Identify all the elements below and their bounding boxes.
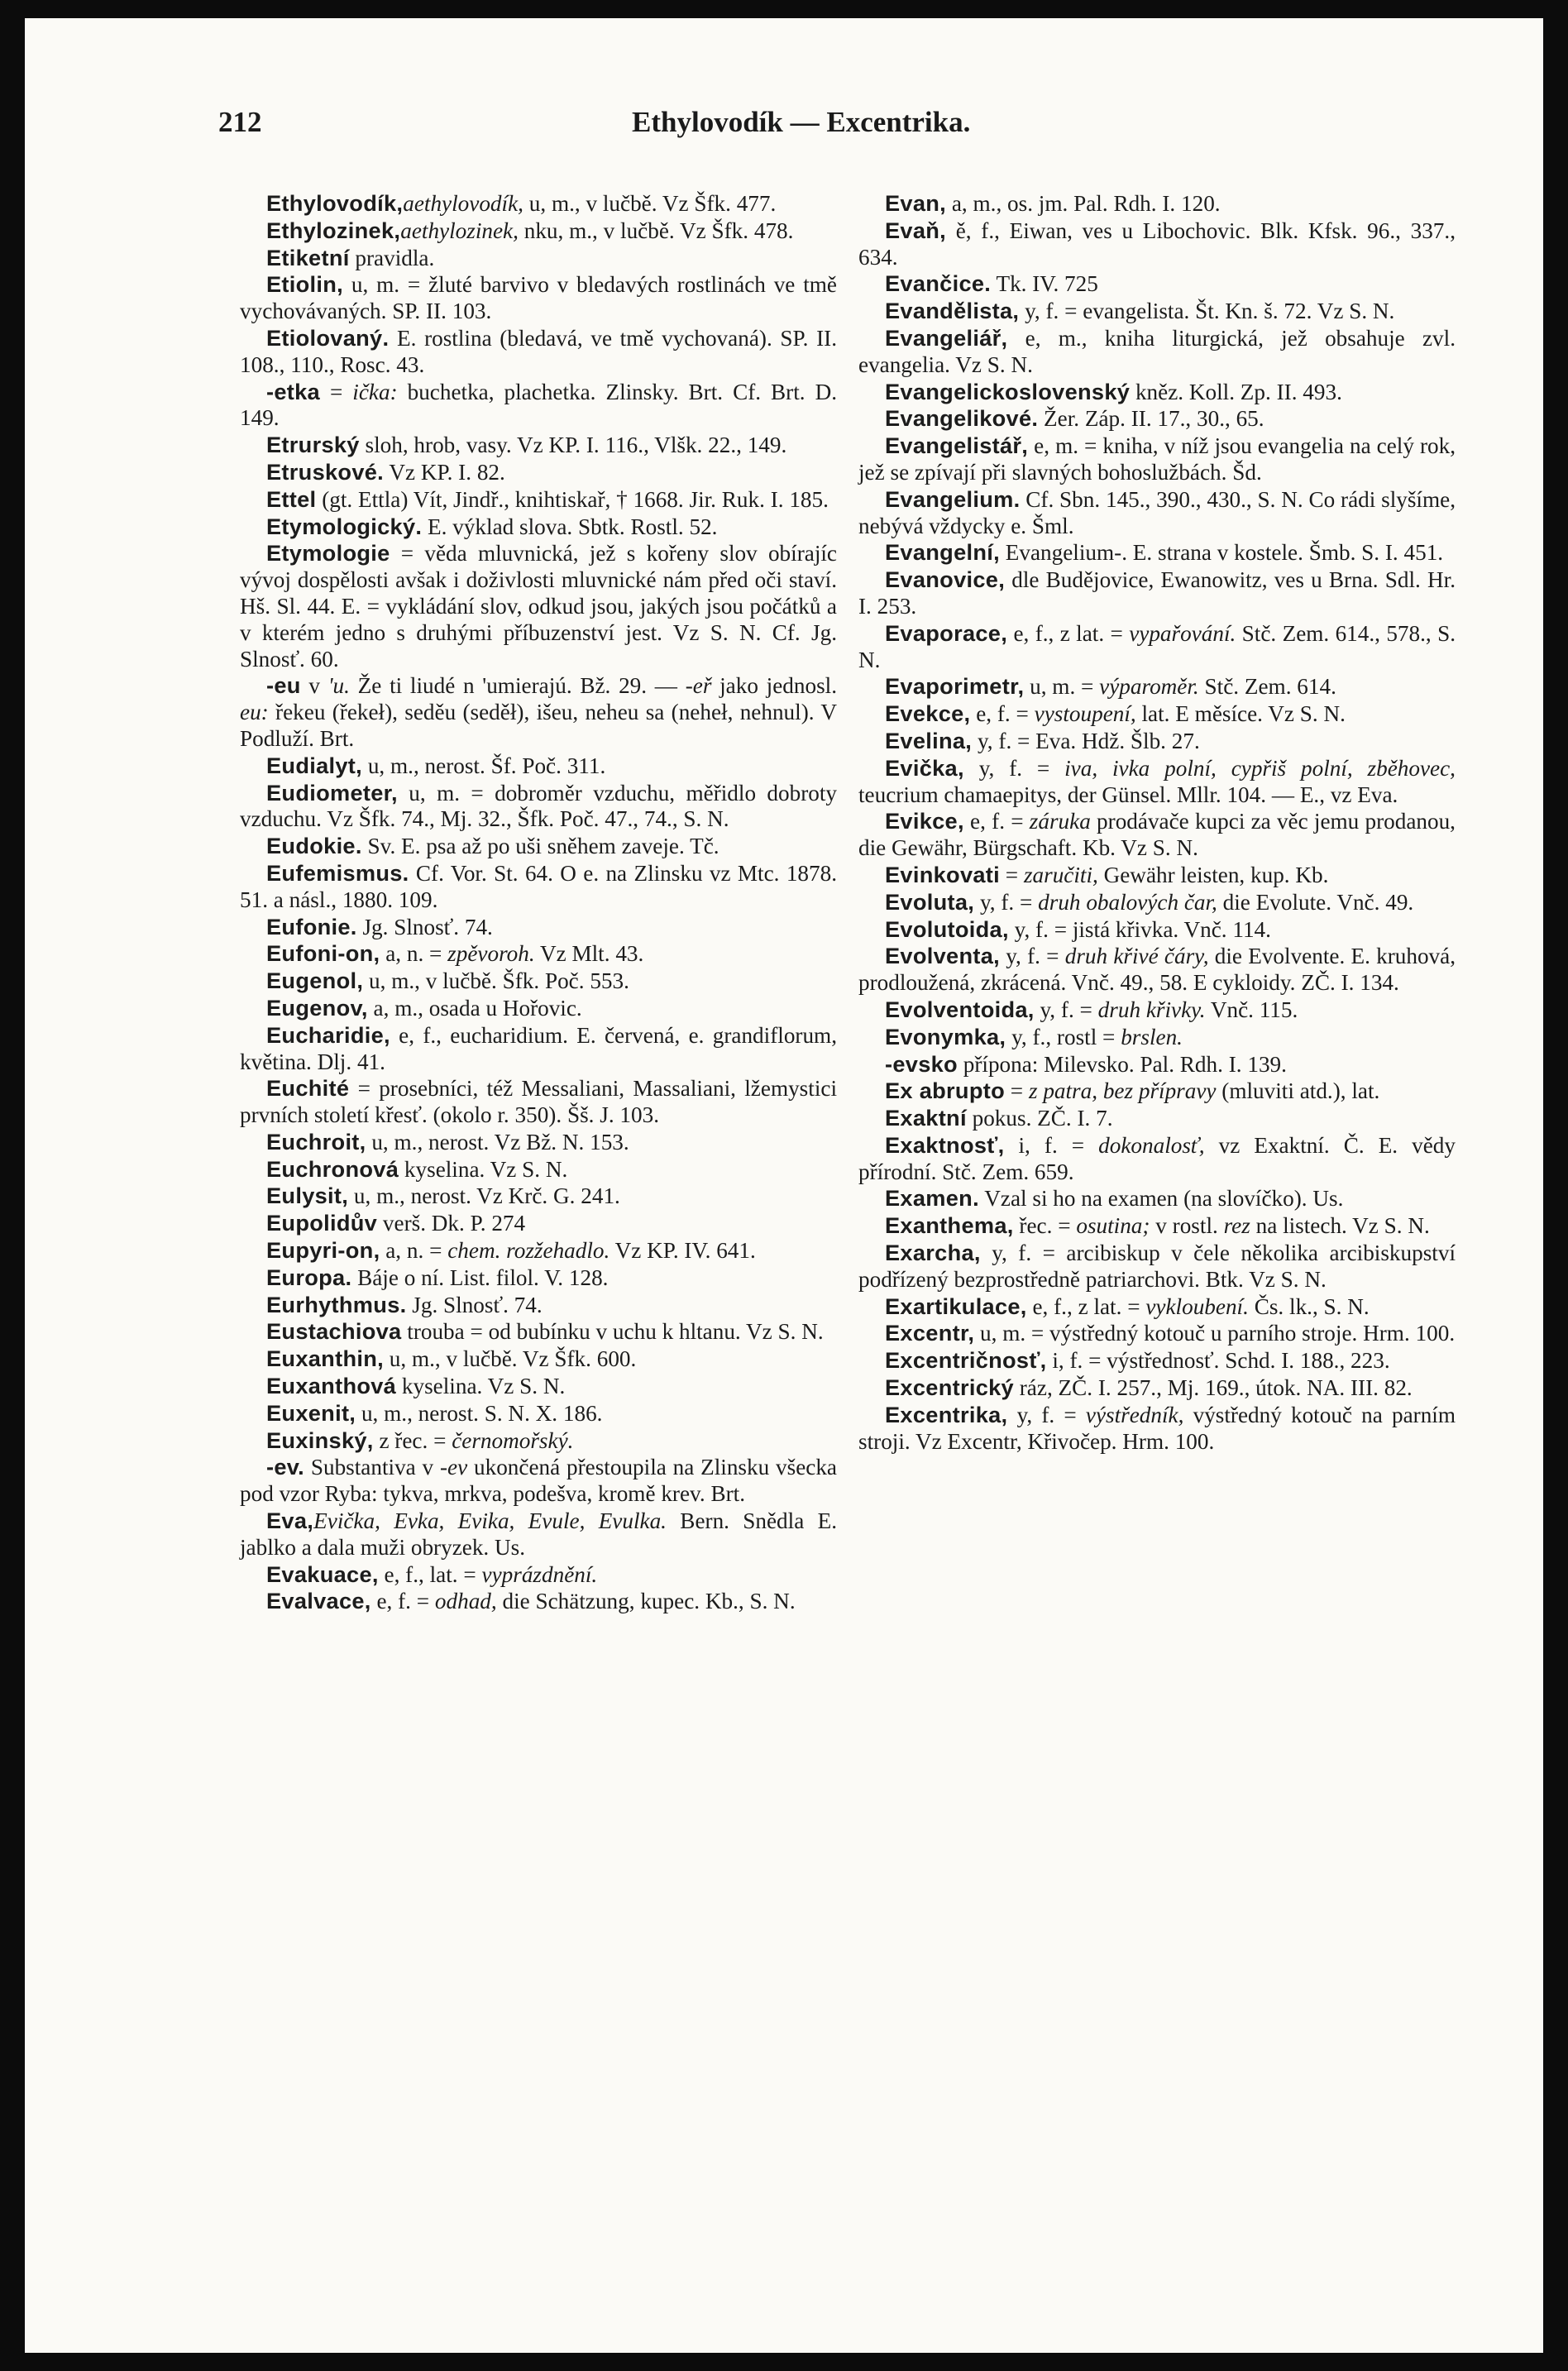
entry-text: Žer. Záp. II. 17., 30., 65.	[1038, 406, 1264, 432]
entry-headword: Evaporimetr,	[885, 673, 1025, 700]
dictionary-entry	[240, 1210, 837, 1237]
entry-headword: Etiolovaný.	[266, 324, 390, 351]
entry-headword: Eufoni-on,	[266, 940, 380, 967]
dictionary-entry	[858, 486, 1456, 540]
entry-headword: Ethylozinek,	[266, 217, 401, 243]
dictionary-entry	[858, 405, 1456, 433]
dictionary-entry	[858, 728, 1456, 755]
entry-headword: Evakuace,	[266, 1561, 379, 1587]
entry-text: Gewähr leisten, kup. Kb.	[1097, 862, 1329, 887]
dictionary-entry	[240, 245, 837, 272]
entry-text: lat. E měsíce. Vz S. N.	[1135, 701, 1346, 727]
entry-text: y, f. = arcibiskup v čele několika arcibiskupství podřízený bezprostředně patriarchovi. Btk. Vz S. N.	[858, 1240, 1456, 1292]
entry-text: e, m., kniha liturgická, jež obsahuje zvl. evangelia. Vz S. N.	[858, 325, 1456, 377]
entry-text: e, f. =	[970, 701, 1035, 727]
entry-headword: Evinkovati	[885, 861, 1000, 887]
entry-text: u, m., nerost. Šf. Poč. 311.	[362, 753, 606, 778]
entry-text: Cf. Sbn. 145., 390., 430., S. N. Co rádi slyšíme, nebývá vždycky e. Šml.	[858, 486, 1456, 538]
entry-headword: Evangeliář,	[885, 324, 1008, 351]
entry-text: e, f. =	[963, 809, 1030, 834]
dictionary-entry	[858, 889, 1456, 916]
entry-text: pokus. ZČ. I. 7.	[966, 1106, 1113, 1131]
dictionary-entry	[858, 673, 1456, 700]
dictionary-entry	[240, 379, 837, 433]
entry-text: y, f. =	[1034, 997, 1098, 1022]
entry-text: (gt. Ettla) Vít, Jindř., knihtiskař, † 1668. Jir. Ruk. I. 185.	[316, 486, 829, 512]
entry-text: (mluviti atd.), lat.	[1216, 1078, 1380, 1104]
entry-italic-text: dokonalosť,	[1098, 1132, 1205, 1158]
dictionary-entry	[240, 1183, 837, 1210]
entry-text: kyselina. Vz S. N.	[399, 1156, 568, 1182]
dictionary-entry	[240, 1373, 837, 1400]
entry-italic-text: eu:	[240, 700, 269, 725]
entry-text: Vz KP. I. 82.	[384, 459, 505, 485]
dictionary-entry	[240, 540, 837, 672]
dictionary-entry	[858, 1293, 1456, 1321]
entry-headword: Ettel	[266, 485, 317, 512]
entry-text: e, f., z lat. =	[1007, 620, 1130, 646]
dictionary-entry	[858, 1374, 1456, 1402]
dictionary-entry	[858, 298, 1456, 325]
entry-text: Vzal si ho na examen (na slovíčko). Us.	[978, 1186, 1344, 1212]
dictionary-entry	[240, 486, 837, 514]
entry-italic-text: výparoměr.	[1099, 674, 1199, 700]
entry-text: Báje o ní. List. filol. V. 128.	[351, 1264, 609, 1290]
entry-italic-text: -ev	[439, 1455, 468, 1480]
dictionary-entry	[240, 1318, 837, 1346]
entry-headword: Eurhythmus.	[266, 1291, 407, 1317]
entry-italic-text: ička:	[352, 379, 398, 404]
entry-headword: Eupolidův	[266, 1210, 378, 1236]
entry-headword: -etka	[266, 378, 320, 404]
entry-headword: Evangelickoslovenský	[885, 378, 1131, 404]
entry-text: v	[300, 673, 328, 699]
dictionary-entry	[858, 943, 1456, 997]
dictionary-entry	[240, 1264, 837, 1292]
entry-text: a, m., osada u Hořovic.	[367, 995, 582, 1021]
entry-headword: Eva,	[266, 1508, 314, 1534]
dictionary-entry	[858, 1132, 1456, 1186]
entry-headword: Evonymka,	[885, 1023, 1006, 1049]
dictionary-entry	[858, 1212, 1456, 1240]
entry-headword: Evangelní,	[885, 539, 1000, 566]
entry-text: ukončená přestoupila na Zlinsku všecka pod vzor Ryba: tykva, mrkva, podešva, kromě krev. Brt.	[240, 1455, 837, 1507]
entry-text: výstředný kotouč na parním stroji. Vz Excentr, Křivočep. Hrm. 100.	[858, 1402, 1456, 1454]
entry-text: y, f. = jistá křivka. Vnč. 114.	[1008, 916, 1271, 942]
entry-italic-text: aethylovodík,	[403, 191, 523, 216]
entry-text: a, n. =	[380, 941, 448, 967]
entry-text: a, m., os. jm. Pal. Rdh. I. 120.	[946, 191, 1221, 216]
entry-headword: Excentrika,	[885, 1401, 1008, 1427]
entry-headword: Evaň,	[885, 217, 947, 243]
entry-text: pravidla.	[349, 245, 435, 270]
entry-text: Že ti liudé n 'umierajú. Bž. 29. —	[349, 673, 686, 699]
entry-italic-text: vypařování.	[1129, 620, 1236, 646]
entry-headword: Etymologie	[266, 540, 390, 566]
entry-headword: Examen.	[885, 1185, 979, 1212]
entry-text: e, m. = kniha, v níž jsou evangelia na celý rok, jež se zpívají při slavných bohoslužbách. Šd.	[858, 433, 1456, 485]
entry-italic-text: 'u.	[327, 673, 350, 699]
entry-headword: Excentričnosť,	[885, 1347, 1047, 1374]
entry-text: e, f., eucharidium. E. červená, e. grandiflorum, květina. Dlj. 41.	[240, 1022, 837, 1074]
entry-text: Vz Mlt. 43.	[534, 941, 644, 967]
entry-headword: Eufemismus.	[266, 859, 409, 886]
entry-italic-text: vykloubení.	[1145, 1293, 1249, 1319]
entry-text: u, m. = výstředný kotouč u parního stroje. Hrm. 100.	[974, 1321, 1456, 1346]
entry-text: Vnč. 115.	[1205, 997, 1298, 1022]
dictionary-entry	[858, 1320, 1456, 1347]
entry-text: y, f. =	[963, 755, 1065, 781]
entry-text: y, f. =	[1000, 944, 1065, 969]
entry-text: řec. =	[1013, 1213, 1077, 1239]
entry-headword: Exartikulace,	[885, 1293, 1027, 1319]
dictionary-entry	[240, 190, 837, 218]
entry-headword: Evolutoida,	[885, 915, 1009, 942]
dictionary-entry	[240, 1427, 837, 1455]
entry-headword: Evekce,	[885, 700, 971, 727]
entry-headword: Ethylovodík,	[266, 190, 404, 216]
dictionary-entry	[240, 1129, 837, 1156]
dictionary-entry	[240, 914, 837, 941]
entry-headword: Eudokie.	[266, 833, 362, 859]
entry-text: =	[1005, 1078, 1029, 1104]
entry-headword: Eulysit,	[266, 1183, 349, 1209]
entry-text: Stč. Zem. 614., 578., S. N.	[858, 620, 1456, 672]
entry-italic-text: -eř	[685, 673, 712, 699]
dictionary-entry	[858, 700, 1456, 728]
entry-headword: Ex abrupto	[885, 1078, 1005, 1104]
dictionary-entry	[240, 1588, 837, 1615]
dictionary-entry	[858, 808, 1456, 862]
entry-text: Sv. E. psa až po uši sněhem zaveje. Tč.	[361, 834, 719, 859]
entry-text: buchetka, plachetka. Zlinsky. Brt. Cf. Brt. D. 149.	[240, 379, 837, 431]
entry-headword: Evolventoida,	[885, 996, 1035, 1022]
entry-headword: Excentrický	[885, 1374, 1014, 1401]
entry-italic-text: rez	[1223, 1213, 1250, 1239]
entry-headword: Eustachiova	[266, 1318, 402, 1345]
entry-text: přípona: Milevsko. Pal. Rdh. I. 139.	[957, 1051, 1287, 1077]
right-column	[858, 190, 1456, 1455]
entry-italic-text: záruka	[1029, 809, 1091, 834]
entry-text: die Schätzung, kupec. Kb., S. N.	[496, 1589, 796, 1614]
entry-text: vz Exaktní. Č. E. vědy přírodní. Stč. Zem. 659.	[858, 1132, 1456, 1184]
entry-headword: Evančice.	[885, 270, 992, 297]
dictionary-entry	[858, 379, 1456, 406]
entry-italic-text: chem. rozžehadlo.	[447, 1238, 610, 1264]
entry-text: u, m., nerost. Vz Krč. G. 241.	[348, 1183, 620, 1209]
dictionary-entry	[858, 862, 1456, 889]
entry-italic-text: vyprázdnění.	[481, 1561, 598, 1587]
dictionary-entry	[240, 833, 837, 860]
entry-headword: Exarcha,	[885, 1240, 981, 1266]
entry-text: Jg. Slnosť. 74.	[406, 1292, 543, 1317]
entry-text: prodávače kupci za věc jemu prodanou, die Gewähr, Bürgschaft. Kb. Vz S. N.	[858, 809, 1456, 861]
entry-italic-text: zaručiti,	[1023, 862, 1098, 887]
entry-headword: Eudialyt,	[266, 752, 363, 778]
entry-headword: Evalvace,	[266, 1588, 371, 1614]
entry-headword: Exanthema,	[885, 1212, 1014, 1239]
dictionary-entry	[240, 1561, 837, 1589]
entry-text: v rostl.	[1150, 1213, 1224, 1239]
dictionary-entry	[240, 1346, 837, 1373]
entry-headword: Eufonie.	[266, 913, 357, 939]
entry-text: e, f., lat. =	[378, 1561, 482, 1587]
entry-text: y, f. =	[1007, 1402, 1086, 1427]
entry-text: Stč. Zem. 614.	[1198, 674, 1336, 700]
dictionary-entry	[858, 997, 1456, 1024]
dictionary-entry	[858, 270, 1456, 298]
dictionary-entry	[240, 672, 837, 752]
entry-text: dle Budějovice, Ewanowitz, ves u Brna. Sdl. Hr. I. 253.	[858, 567, 1456, 619]
entry-text: E. výklad slova. Sbtk. Rostl. 52.	[422, 514, 718, 539]
dictionary-entry	[858, 1024, 1456, 1051]
entry-italic-text: osutina;	[1076, 1213, 1150, 1239]
dictionary-entry	[858, 566, 1456, 620]
entry-text: i, f. =	[1004, 1132, 1099, 1158]
dictionary-page	[25, 18, 1543, 2353]
entry-text: trouba = od bubínku v uchu k hltanu. Vz S. N.	[401, 1319, 824, 1345]
entry-headword: Etiketní	[266, 244, 350, 270]
dictionary-entry	[240, 995, 837, 1022]
entry-italic-text: z patra, bez přípravy	[1028, 1078, 1217, 1104]
dictionary-entry	[240, 1400, 837, 1427]
entry-text: Tk. IV. 725	[991, 271, 1098, 297]
dictionary-entry	[858, 218, 1456, 271]
dictionary-entry	[858, 1347, 1456, 1374]
dictionary-entry	[858, 1105, 1456, 1132]
dictionary-entry	[858, 755, 1456, 809]
dictionary-entry	[858, 433, 1456, 486]
dictionary-entry	[240, 1156, 837, 1183]
entry-text: e, f., z lat. =	[1026, 1293, 1146, 1319]
dictionary-entry	[858, 1078, 1456, 1105]
dictionary-entry	[240, 218, 837, 245]
entry-text: řekeu (řekeł), seděu (seděł), išeu, neheu sa (neheł, nehnul). V Podluží. Brt.	[240, 700, 837, 751]
entry-text: =	[319, 379, 353, 404]
entry-italic-text: vystoupení,	[1034, 701, 1136, 727]
dictionary-entry	[858, 1402, 1456, 1456]
dictionary-entry	[858, 620, 1456, 674]
entry-headword: Eudiometer,	[266, 779, 398, 805]
entry-text: Cf. Vor. St. 64. O e. na Zlinsku vz Mtc. 1878. 51. a násl., 1880. 109.	[240, 860, 837, 912]
entry-italic-text: druh obalových čar,	[1038, 889, 1217, 915]
entry-text: ráz, ZČ. I. 257., Mj. 169., útok. NA. III. 82.	[1013, 1375, 1413, 1401]
dictionary-entry	[240, 432, 837, 459]
entry-headword: Europa.	[266, 1264, 352, 1290]
entry-text: u, m. =	[1024, 674, 1100, 700]
entry-headword: Euchité	[266, 1075, 350, 1102]
entry-text: i, f. = výstřednosť. Schd. I. 188., 223.	[1046, 1348, 1390, 1374]
entry-text: ě, f., Eiwan, ves u Libochovic. Blk. Kfsk. 96., 337., 634.	[858, 218, 1456, 270]
entry-italic-text: druh křivé čáry,	[1064, 944, 1209, 969]
dictionary-entry	[240, 1022, 837, 1076]
running-title: Ethylovodík — Excentrika.	[632, 106, 971, 138]
entry-text: kněz. Koll. Zp. II. 493.	[1130, 379, 1342, 404]
entry-headword: Evangelium.	[885, 485, 1021, 512]
entry-text: die Evolvente. E. kruhová, prodloužená, zkrácená. Vnč. 49., 58. E cykloidy. ZČ. I. 134.	[858, 944, 1456, 996]
entry-text: u, m., nerost. Vz Bž. N. 153.	[366, 1129, 629, 1154]
entry-headword: Evanovice,	[885, 566, 1006, 593]
entry-headword: Etymologický.	[266, 513, 423, 539]
entry-headword: Euchronová	[266, 1155, 399, 1182]
dictionary-entry	[240, 1237, 837, 1264]
entry-text: verš. Dk. P. 274	[377, 1211, 526, 1236]
entry-headword: -evsko	[885, 1050, 958, 1077]
entry-text: na listech. Vz S. N.	[1250, 1213, 1430, 1239]
entry-text: Vz KP. IV. 641.	[610, 1238, 756, 1264]
dictionary-entry	[240, 1454, 837, 1508]
entry-italic-text: zpěvoroh.	[447, 941, 535, 967]
dictionary-entry	[858, 1185, 1456, 1212]
entry-text: E. rostlina (bledavá, ve tmě vychovaná). SP. II. 108., 110., Rosc. 43.	[240, 325, 837, 377]
entry-text: Jg. Slnosť. 74.	[356, 914, 493, 939]
entry-headword: Eugenol,	[266, 968, 364, 994]
entry-headword: Evangelikové.	[885, 405, 1039, 432]
entry-headword: Evoluta,	[885, 888, 975, 915]
entry-headword: Euxenit,	[266, 1399, 356, 1426]
dictionary-entry	[240, 459, 837, 486]
entry-text: =	[1000, 862, 1024, 887]
entry-headword: -eu	[266, 672, 301, 699]
dictionary-entry	[858, 325, 1456, 379]
entry-headword: Exaktní	[885, 1105, 967, 1131]
dictionary-entry	[240, 1292, 837, 1319]
entry-headword: Exaktnosť,	[885, 1131, 1005, 1158]
entry-headword: Evandělista,	[885, 298, 1020, 324]
entry-text: z řec. =	[373, 1427, 452, 1453]
entry-headword: Etruskové.	[266, 458, 385, 485]
dictionary-entry	[240, 271, 837, 325]
entry-italic-text: černomořský.	[452, 1427, 574, 1453]
entry-text: u, m., v lučbě. Šfk. Poč. 553.	[363, 968, 629, 994]
dictionary-entry	[240, 1075, 837, 1129]
dictionary-entry	[240, 514, 837, 541]
entry-text: = prosebníci, též Messaliani, Massaliani, lžemystici prvních století křesť. (okolo r. 350). Šš. J. 103.	[240, 1076, 837, 1128]
entry-text: a, n. =	[380, 1238, 448, 1264]
entry-italic-text: iva, ivka polní, cypřiš polní, zběhovec,	[1064, 755, 1456, 781]
entry-text: u, m., v lučbě. Vz Šfk. 600.	[383, 1346, 637, 1372]
entry-text: teucrium chamaepitys, der Günsel. Mllr. 104. — E., vz Eva.	[858, 782, 1398, 807]
left-column	[240, 190, 837, 1615]
entry-text: u, m., nerost. S. N. X. 186.	[356, 1400, 603, 1426]
dictionary-entry	[858, 916, 1456, 944]
entry-text: kyselina. Vz S. N.	[396, 1374, 566, 1399]
page-number: 212	[218, 106, 262, 138]
entry-text: die Evolute. Vnč. 49.	[1217, 889, 1414, 915]
dictionary-entry	[240, 753, 837, 780]
entry-italic-text: odhad,	[434, 1589, 497, 1614]
entry-text: = věda mluvnická, jež s kořeny slov obírajíc vývoj dospělosti avšak i doživlosti mluvnické nám před oči staví. Hš. Sl. 44. E. = vykládání slov, odkud jsou, jakých jsou počátků a v kterém jedno s druhými příbuzenství jest. Vz S. N. Cf. Jg. Slnosť. 60.	[240, 541, 837, 672]
entry-headword: Etiolin,	[266, 271, 344, 298]
dictionary-entry	[240, 780, 837, 834]
entry-headword: Evička,	[885, 754, 964, 781]
entry-text: jako jednosl.	[711, 673, 837, 699]
dictionary-entry	[240, 940, 837, 968]
entry-text: Čs. lk., S. N.	[1248, 1293, 1370, 1319]
entry-text: sloh, hrob, vasy. Vz KP. I. 116., Vlšk. 22., 149.	[359, 433, 787, 458]
entry-text: y, f. = Eva. Hdž. Šlb. 27.	[972, 728, 1200, 753]
dictionary-entry	[240, 860, 837, 914]
dictionary-entry	[240, 325, 837, 379]
entry-text: Evangelium-. E. strana v kostele. Šmb. S. I. 451.	[999, 540, 1444, 566]
dictionary-entry	[240, 1508, 837, 1561]
entry-text: nku, m., v lučbě. Vz Šfk. 478.	[518, 218, 794, 243]
entry-italic-text: aethylozinek,	[400, 218, 519, 243]
dictionary-entry	[240, 968, 837, 995]
entry-headword: Eugenov,	[266, 994, 368, 1021]
entry-text: Bern. Snědla E. jablko a dala muži obryzek. Us.	[240, 1508, 838, 1560]
entry-headword: Evelina,	[885, 727, 973, 753]
dictionary-entry	[858, 539, 1456, 566]
entry-headword: -ev.	[266, 1454, 305, 1480]
entry-headword: Evolventa,	[885, 943, 1000, 969]
dictionary-entry	[858, 190, 1456, 218]
entry-headword: Etrurský	[266, 432, 360, 458]
entry-headword: Euxanthin,	[266, 1346, 384, 1372]
entry-headword: Evaporace,	[885, 619, 1008, 646]
entry-italic-text: druh křivky.	[1097, 997, 1206, 1022]
entry-headword: Excentr,	[885, 1320, 975, 1346]
entry-text: y, f. = evangelista. Št. Kn. š. 72. Vz S. N.	[1019, 299, 1395, 324]
entry-headword: Eucharidie,	[266, 1021, 390, 1048]
entry-headword: Eupyri-on,	[266, 1237, 380, 1264]
entry-text: u, m., v lučbě. Vz Šfk. 477.	[523, 191, 777, 216]
entry-headword: Euchroit,	[266, 1128, 366, 1154]
entry-text: u, m. = dobroměr vzduchu, měřidlo dobroty vzduchu. Vz Šfk. 74., Mj. 32., Šfk. Poč. 47., 74., S. N.	[240, 780, 837, 832]
entry-headword: Euxanthová	[266, 1373, 397, 1399]
entry-italic-text: brslen.	[1121, 1024, 1183, 1049]
dictionary-entry	[858, 1051, 1456, 1078]
entry-text: e, f. =	[370, 1589, 435, 1614]
entry-text: Substantiva v	[304, 1455, 440, 1480]
entry-italic-text: Evička, Evka, Evika, Evule, Evulka.	[313, 1508, 667, 1534]
entry-headword: Evangelistář,	[885, 433, 1029, 459]
entry-text: y, f., rostl =	[1006, 1024, 1121, 1049]
dictionary-entry	[858, 1240, 1456, 1293]
page-header	[218, 98, 1513, 147]
entry-text: y, f. =	[974, 889, 1039, 915]
entry-headword: Evikce,	[885, 808, 964, 834]
entry-headword: Evan,	[885, 190, 947, 216]
entry-italic-text: výstředník,	[1085, 1402, 1184, 1427]
entry-text: u, m. = žluté barvivo v bledavých rostlinách ve tmě vychovávaných. SP. II. 103.	[240, 272, 837, 324]
entry-headword: Euxinský,	[266, 1427, 374, 1453]
